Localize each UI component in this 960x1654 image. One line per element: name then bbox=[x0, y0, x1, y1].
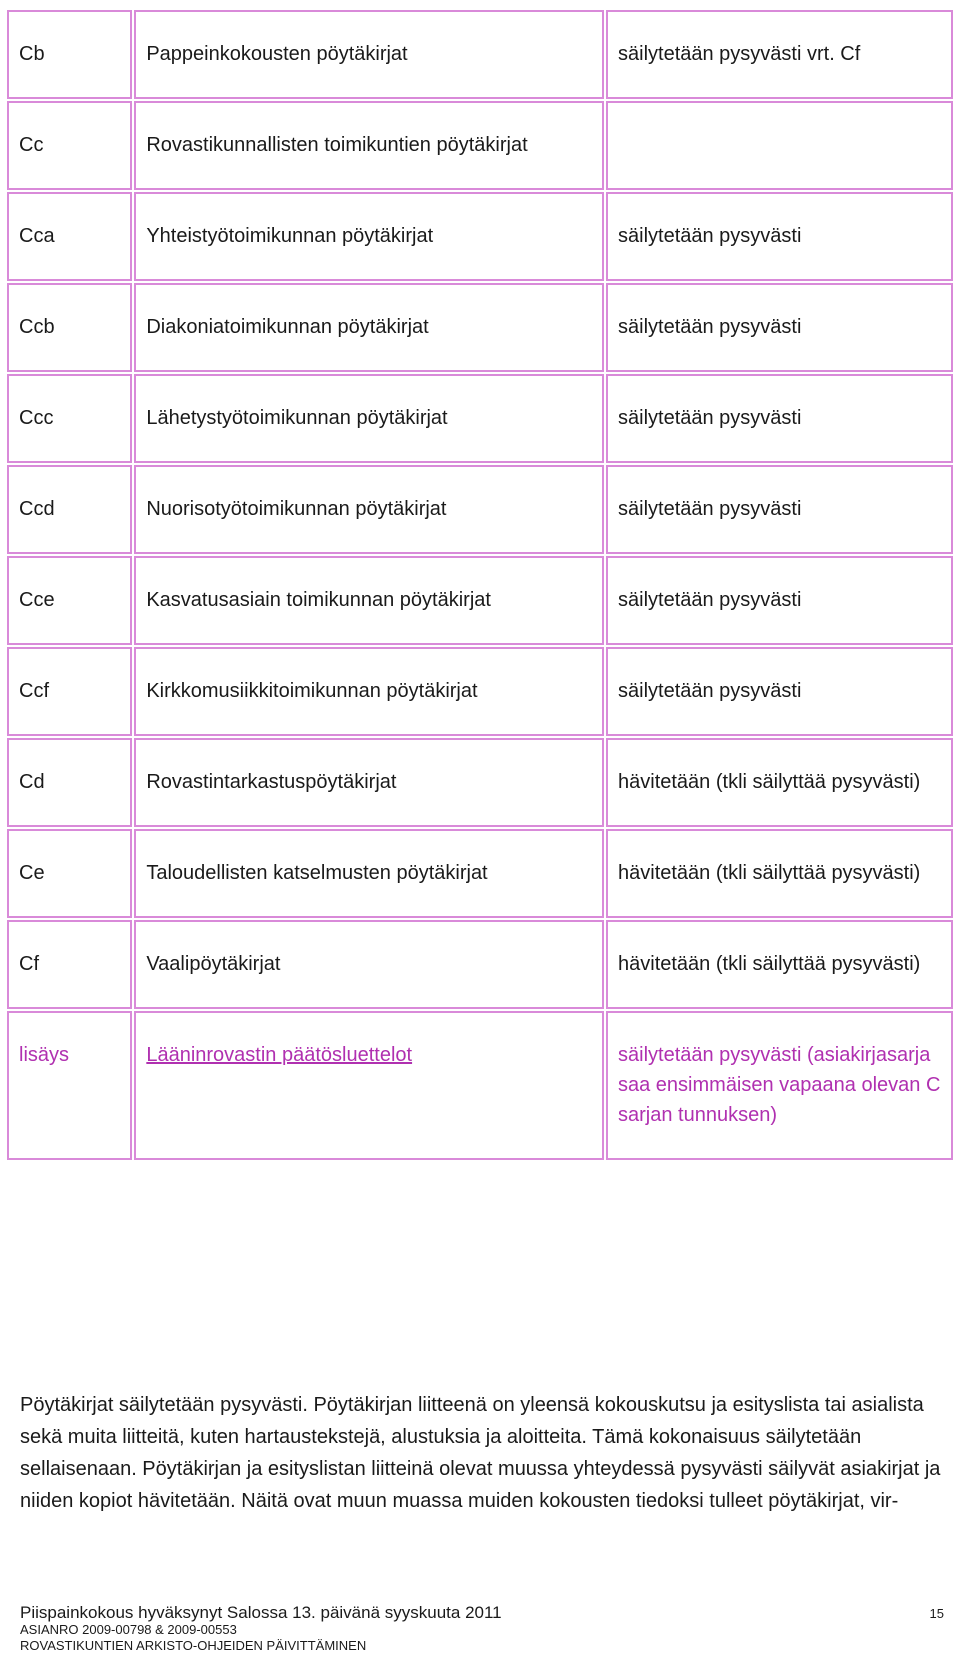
row-retention: hävitetään (tkli säilyttää pysyvästi) bbox=[606, 829, 953, 918]
page-footer bbox=[20, 1603, 945, 1654]
added-row-retention: säilytetään pysyvästi (asiakirjasarja saa ensimmäisen vapaana olevan C sarjan tunnuksen) bbox=[618, 1044, 941, 1126]
table-row bbox=[7, 920, 953, 1009]
row-code: Cb bbox=[7, 10, 132, 99]
row-code: Cce bbox=[7, 556, 132, 645]
row-retention: säilytetään pysyvästi bbox=[606, 647, 953, 736]
row-code: Cf bbox=[7, 920, 132, 1009]
row-title: Rovastintarkastuspöytäkirjat bbox=[134, 738, 604, 827]
table-row bbox=[7, 465, 953, 554]
table-row bbox=[7, 192, 953, 281]
row-code: Cc bbox=[7, 101, 132, 190]
paragraph-text: Pöytäkirjat säilytetään pysyvästi. Pöytäkirjan liitteenä on yleensä kokouskutsu ja esityslista tai asialista sekä muita liitteitä, kuten hartaustekstejä, alustuksia ja aloitteita. Tämä kokonaisuus säilytetään sellaisenaan. Pöytäkirjan ja esityslistan liitteinä olevat muussa yhteydessä pysyvästi säilyvät asiakirjat ja niiden kopiot hävitetään. Näitä ovat muun muassa muiden kokousten tiedoksi tulleet pöytäkirjat, vir- bbox=[20, 1394, 941, 1512]
row-retention: hävitetään (tkli säilyttää pysyvästi) bbox=[606, 920, 953, 1009]
row-title: Lähetystyötoimikunnan pöytäkirjat bbox=[134, 374, 604, 463]
added-row-code-cell bbox=[7, 1011, 132, 1160]
row-title: Taloudellisten katselmusten pöytäkirjat bbox=[134, 829, 604, 918]
table-row bbox=[7, 829, 953, 918]
row-retention: säilytetään pysyvästi vrt. Cf bbox=[606, 10, 953, 99]
row-title: Yhteistyötoimikunnan pöytäkirjat bbox=[134, 192, 604, 281]
row-retention bbox=[606, 101, 953, 190]
added-row-retention-cell bbox=[606, 1011, 953, 1160]
row-title: Nuorisotyötoimikunnan pöytäkirjat bbox=[134, 465, 604, 554]
row-retention: säilytetään pysyvästi bbox=[606, 283, 953, 372]
row-retention: säilytetään pysyvästi bbox=[606, 374, 953, 463]
table-row bbox=[7, 10, 953, 99]
row-title: Kasvatusasiain toimikunnan pöytäkirjat bbox=[134, 556, 604, 645]
row-code: Ccb bbox=[7, 283, 132, 372]
archive-table bbox=[5, 8, 955, 1162]
row-code: Ccf bbox=[7, 647, 132, 736]
row-code: Cca bbox=[7, 192, 132, 281]
footer-document-title: ROVASTIKUNTIEN ARKISTO-OHJEIDEN PÄIVITTÄMINEN bbox=[20, 1638, 367, 1653]
row-retention: säilytetään pysyvästi bbox=[606, 465, 953, 554]
row-retention: säilytetään pysyvästi bbox=[606, 556, 953, 645]
row-retention: hävitetään (tkli säilyttää pysyvästi) bbox=[606, 738, 953, 827]
added-row-code: lisäys bbox=[19, 1044, 70, 1066]
table-row bbox=[7, 101, 953, 190]
table-row bbox=[7, 556, 953, 645]
row-code: Ce bbox=[7, 829, 132, 918]
table-row bbox=[7, 374, 953, 463]
added-row-title[interactable]: Lääninrovastin päätösluettelot bbox=[146, 1044, 413, 1066]
row-code: Cd bbox=[7, 738, 132, 827]
footer-case-number: ASIANRO 2009-00798 & 2009-00553 bbox=[20, 1622, 237, 1637]
row-title: Diakoniatoimikunnan pöytäkirjat bbox=[134, 283, 604, 372]
footer-approval: Piispainkokous hyväksynyt Salossa 13. päivänä syyskuuta 2011 bbox=[20, 1603, 502, 1622]
page-number: 15 bbox=[929, 1606, 944, 1621]
row-title: Vaalipöytäkirjat bbox=[134, 920, 604, 1009]
table-row bbox=[7, 283, 953, 372]
row-code: Ccc bbox=[7, 374, 132, 463]
row-code: Ccd bbox=[7, 465, 132, 554]
body-paragraph bbox=[20, 1389, 945, 1517]
added-row bbox=[7, 1011, 953, 1160]
row-title: Kirkkomusiikkitoimikunnan pöytäkirjat bbox=[134, 647, 604, 736]
table-row bbox=[7, 738, 953, 827]
row-title: Pappeinkokousten pöytäkirjat bbox=[134, 10, 604, 99]
row-retention: säilytetään pysyvästi bbox=[606, 192, 953, 281]
added-row-title-cell bbox=[134, 1011, 604, 1160]
table-row bbox=[7, 647, 953, 736]
row-title: Rovastikunnallisten toimikuntien pöytäkirjat bbox=[134, 101, 604, 190]
